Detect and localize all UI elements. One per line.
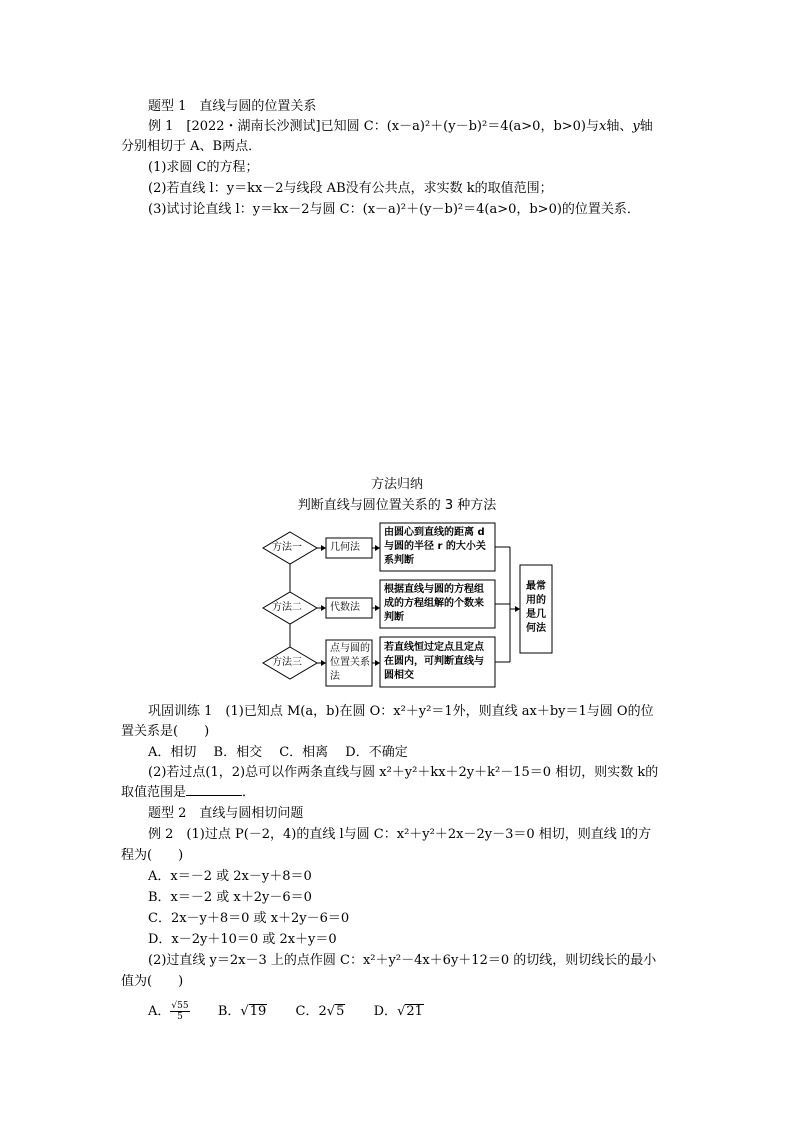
text-fragment: ． bbox=[242, 785, 256, 800]
text-fragment: 的位置关系． bbox=[561, 202, 640, 217]
drill-1-options: A．相切 B．相交 C．相离 D．不确定 bbox=[148, 745, 408, 760]
section-title-1: 题型 1 直线与圆的位置关系 bbox=[148, 99, 317, 114]
answer-blank bbox=[186, 783, 242, 796]
example-2-q2-2: 值为( ) bbox=[121, 974, 184, 989]
text-fragment: 与线段 AB没有公共点，求实数 k的取值范围； bbox=[283, 181, 553, 196]
option-label: C．2 bbox=[295, 1004, 327, 1019]
label-method-2: 方法二 bbox=[272, 602, 302, 613]
y-axis-symbol: y bbox=[632, 119, 640, 134]
label-algebraic: 代数法 bbox=[330, 602, 360, 613]
drill-2-stem-2 bbox=[121, 783, 255, 803]
sqrt-radicand: 19 bbox=[249, 1004, 267, 1019]
label-method-1: 方法一 bbox=[272, 542, 302, 553]
option-label: D． bbox=[373, 1004, 398, 1019]
drill-1-stem-2: 置关系是( ) bbox=[121, 724, 210, 739]
example-2-q2: (2)过直线 y＝2x－3 上的点作圆 C：x²＋y²－4x＋6y＋12＝0 的切线，则切线长的最小 bbox=[148, 953, 657, 968]
example-2-stem-2: 程为( ) bbox=[121, 848, 184, 863]
sqrt-radicand: 5 bbox=[336, 1004, 345, 1019]
fraction-denominator: 5 bbox=[177, 1012, 183, 1022]
text-fragment: 与圆 C： bbox=[309, 202, 363, 217]
text-fragment: 轴、 bbox=[606, 119, 633, 134]
circle-equation: (x－a)²＋(y－b)²＝4(a>0，b>0) bbox=[386, 119, 587, 134]
text-fragment: 与 bbox=[586, 119, 600, 134]
example-1-label: 例 1 [2022・湖南长沙测试]已知圆 bbox=[148, 119, 360, 134]
result-text: 最常用的是几何法 bbox=[526, 581, 546, 634]
drill-1-stem: 巩固训练 1 (1)已知点 M(a，b)在圆 O：x²＋y²＝1外，则直线 ax＋by＝1与圆 O的位 bbox=[148, 704, 654, 719]
option-label: A． bbox=[148, 1004, 171, 1019]
sqrt-radicand: 21 bbox=[406, 1004, 423, 1019]
fraction-answer-a bbox=[170, 1001, 189, 1022]
label-method-3: 方法三 bbox=[272, 657, 302, 668]
text-fragment: (2)若直线 l： bbox=[148, 181, 227, 196]
option-a: A．x＝－2 或 2x－y＋8＝0 bbox=[148, 869, 312, 884]
circle-name: C： bbox=[363, 119, 387, 134]
method-subheading: 判断直线与圆位置关系的 3 种方法 bbox=[297, 498, 497, 513]
text-fragment: 取值范围是 bbox=[121, 785, 187, 800]
question-1: (1)求圆 C的方程； bbox=[148, 160, 259, 175]
detail-point-circle: 若直线恒过定点且定点在圆内，可判断直线与圆相交 bbox=[384, 642, 484, 681]
example-1-line2: 分别相切于 A、B两点． bbox=[121, 139, 262, 154]
section-title-2: 题型 2 直线与圆相切问题 bbox=[148, 806, 304, 821]
method-heading: 方法归纳 bbox=[370, 477, 423, 492]
example-2-q2-options: A． $\frac{√55}{5}$ B．√19 C．2√5 D．√21 bbox=[148, 1001, 423, 1022]
label-geometric: 几何法 bbox=[330, 542, 360, 553]
x-axis-symbol: x bbox=[599, 119, 607, 134]
drill-2-stem: (2)若过点(1，2)总可以作两条直线与圆 x²＋y²＋kx＋2y＋k²－15＝0 相切，则实数 k的 bbox=[148, 765, 659, 780]
line-equation: y＝kx－2 bbox=[226, 181, 284, 196]
label-point-circle: 点与圆的位置关系法 bbox=[330, 643, 370, 682]
option-c: C．2x－y＋8＝0 或 x＋2y－6＝0 bbox=[148, 911, 350, 926]
text-fragment: (3)试讨论直线 l： bbox=[148, 202, 253, 217]
detail-geometric: 由圆心到直线的距离 d 与圆的半径 r 的大小关系判断 bbox=[384, 527, 486, 566]
example-2-stem: 例 2 (1)过点 P(－2，4)的直线 l与圆 C：x²＋y²＋2x－2y－3＝0 相切，则直线 l的方 bbox=[148, 827, 652, 842]
circle-equation: (x－a)²＋(y－b)²＝4(a>0，b>0) bbox=[362, 202, 562, 217]
option-label: B． bbox=[217, 1004, 241, 1019]
detail-algebraic: 根据直线与圆的方程组成的方程组解的个数来判断 bbox=[384, 584, 484, 623]
text-fragment: 轴 bbox=[639, 119, 653, 134]
line-equation: y＝kx－2 bbox=[252, 202, 310, 217]
fraction-numerator: √55 bbox=[171, 1001, 189, 1011]
option-d: D．x－2y＋10＝0 或 2x＋y＝0 bbox=[148, 932, 337, 947]
option-b: B．x＝－2 或 x＋2y－6＝0 bbox=[148, 890, 312, 905]
